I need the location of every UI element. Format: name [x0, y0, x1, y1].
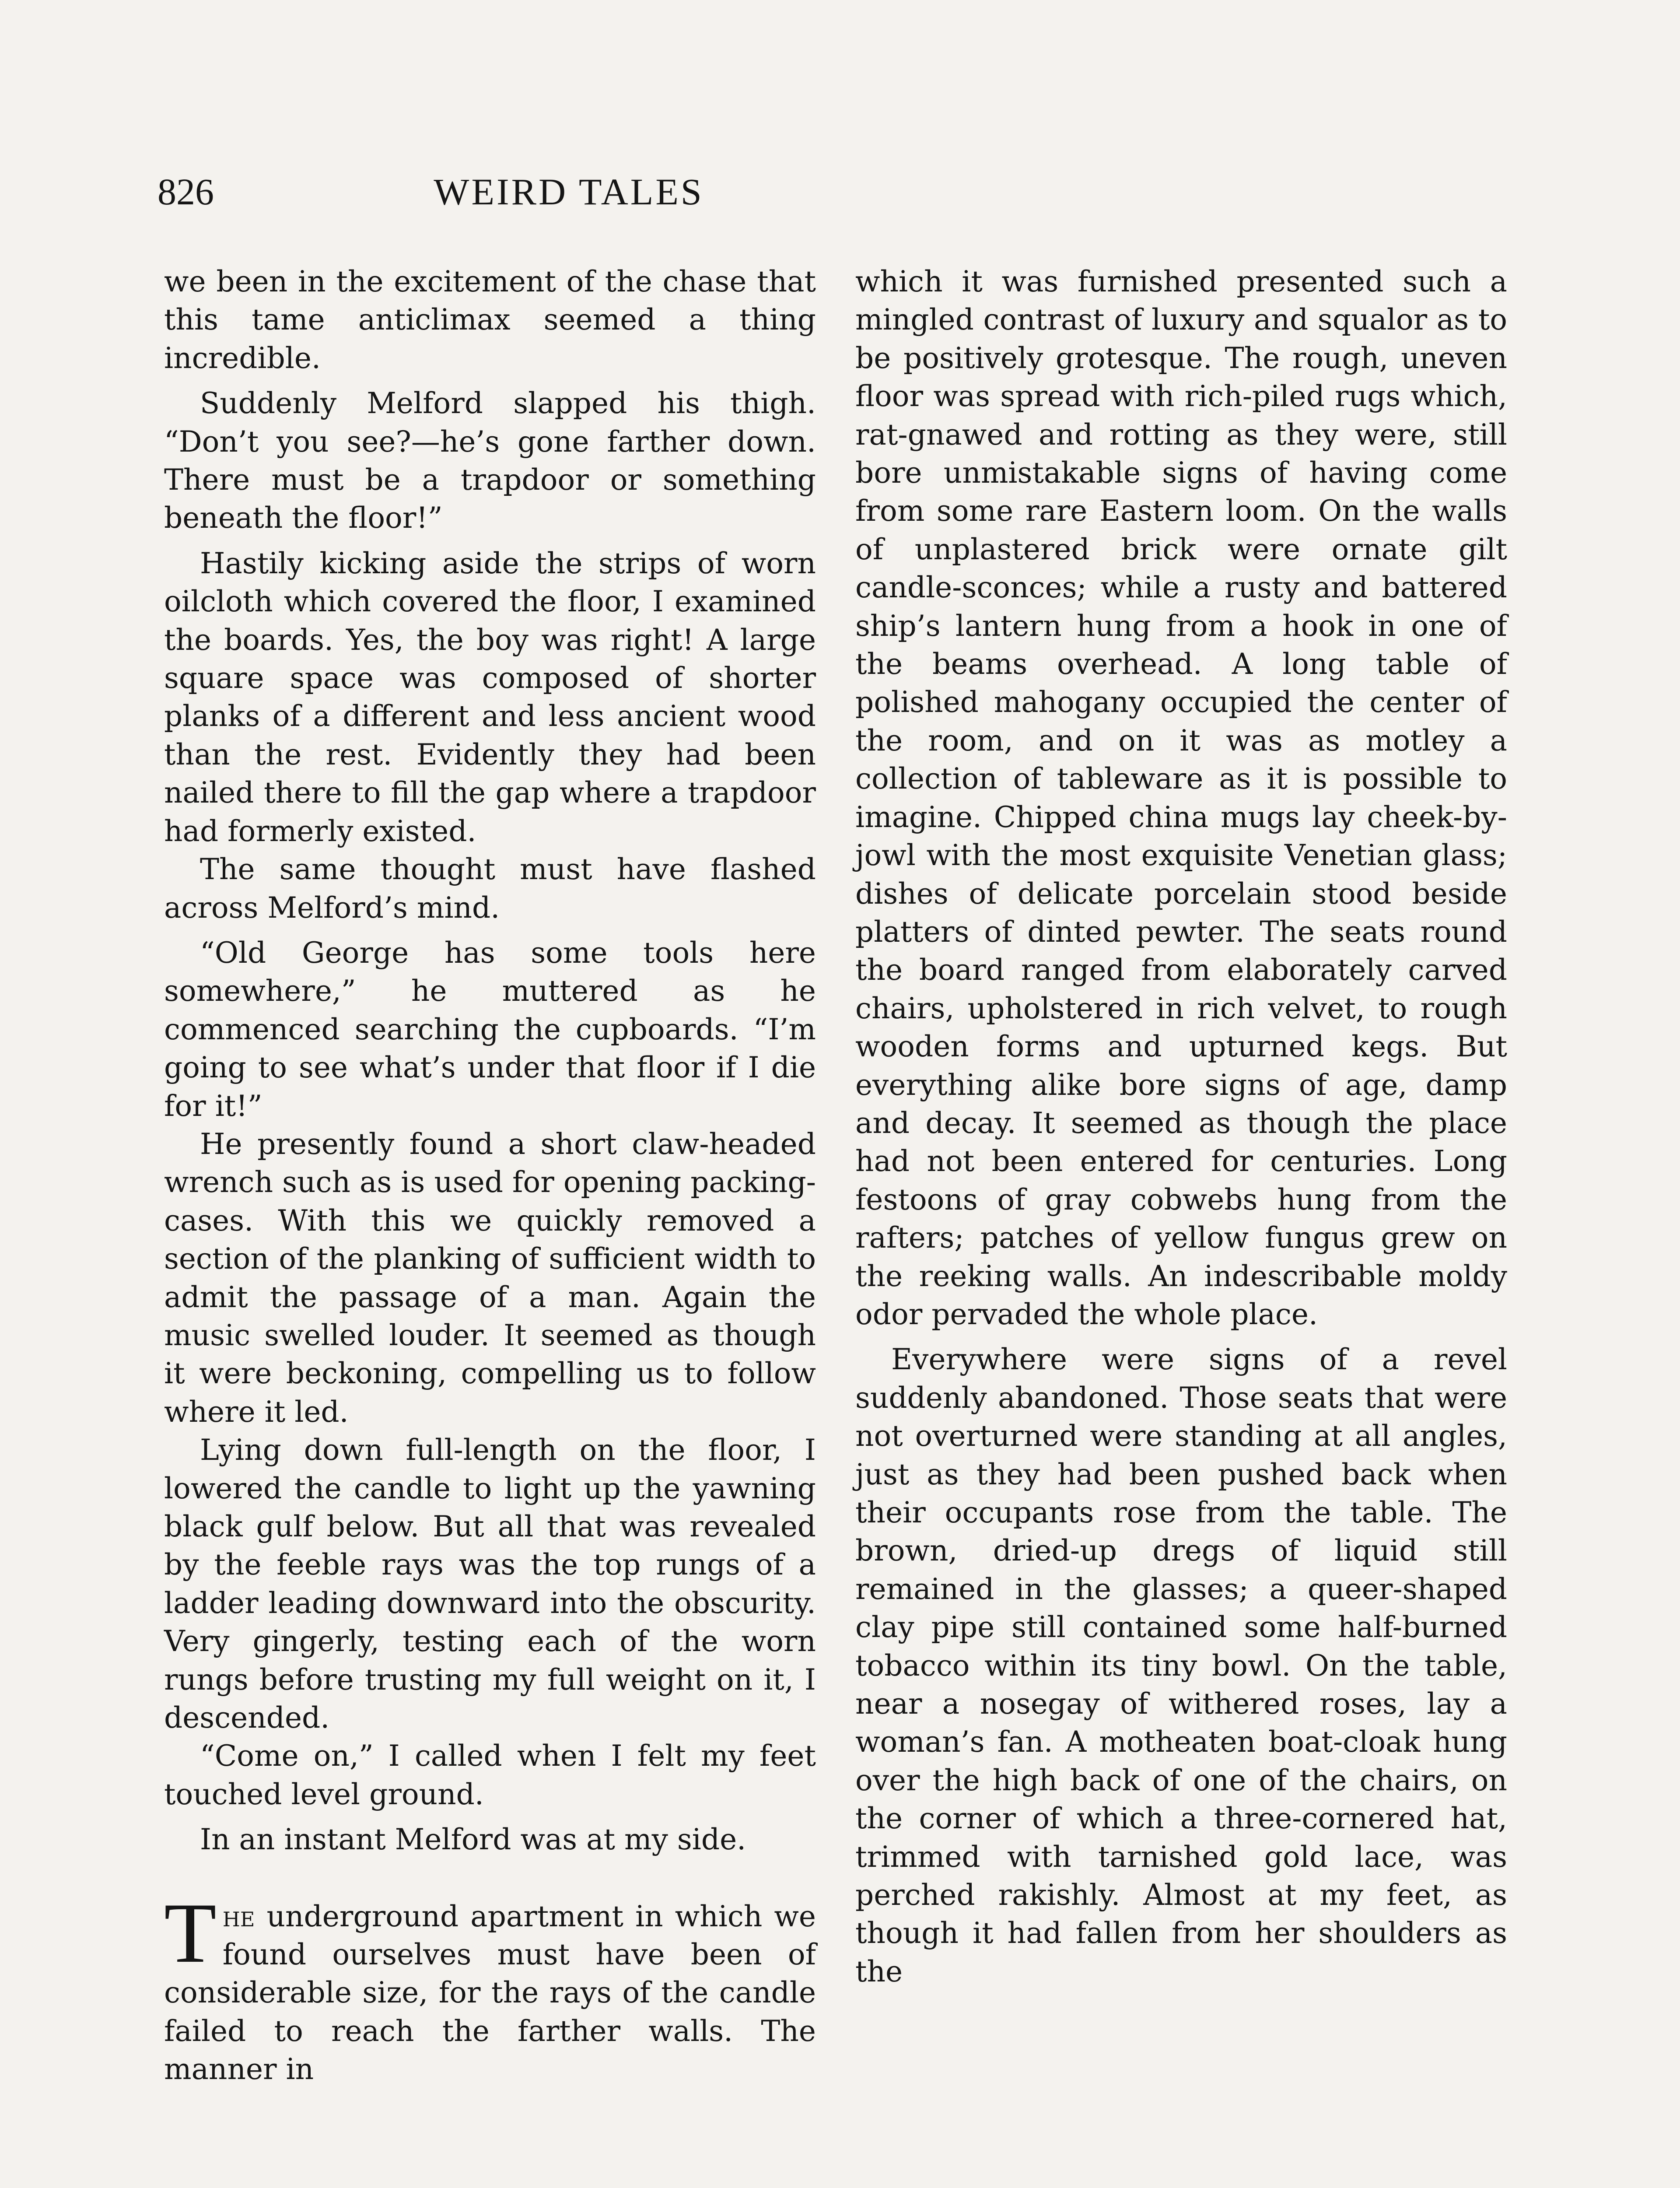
paragraph: “Old George has some tools here somewhere,” he muttered as he commenced searching the cupboards. “I’m going to see what’s under that floor if I die for it!” — [164, 936, 816, 1123]
right-column — [855, 263, 1507, 1991]
paragraph: Hastily kicking aside the strips of worn oilcloth which covered the floor, I examined the boards. Yes, the boy was right! A large square space was composed of shorter planks of a different and less ancient wood than the rest. Evidently they had been nailed there to fill the gap where a trapdoor had formerly existed. — [164, 546, 816, 848]
paragraph: Suddenly Melford slapped his thigh. “Don’t you see?—he’s gone farther down. There must be a trapdoor or something beneath the floor!” — [164, 386, 816, 535]
small-caps-lead: he — [222, 1899, 255, 1933]
paragraph: which it was furnished presented such a mingled contrast of luxury and squalor as to be positively grotesque. The rough, uneven floor was spread with rich-piled rugs which, rat-gnawed and rotting as they were, still bore unmistakable signs of having come from some rare Eastern loom. On the walls of unplastered brick were ornate gilt candle-sconces; while a rusty and battered ship’s lantern hung from a hook in one of the beams overhead. A long table of polished mahogany occupied the center of the room, and on it was as motley a collection of tableware as it is possible to imagine. Chipped china mugs lay cheek-by-jowl with the most exquisite Venetian glass; dishes of delicate porcelain stood beside platters of dinted pewter. The seats round the board ranged from elaborately carved chairs, upholstered in rich velvet, to rough wooden forms and upturned kegs. But everything alike bore signs of age, damp and decay. It seemed as though the place had not been entered for centuries. Long festoons of gray cobwebs hung from the rafters; patches of yellow fungus grew on the reeking walls. An indescribable moldy odor pervaded the whole place. — [855, 265, 1507, 1331]
section-opening-paragraph — [164, 1885, 816, 2089]
paragraph: we been in the excitement of the chase that this tame anticlimax seemed a thing incredible. — [164, 265, 816, 375]
page-header — [158, 165, 980, 218]
paragraph: “Come on,” I called when I felt my feet touched level ground. — [164, 1739, 816, 1811]
paragraph: Lying down full-length on the floor, I lowered the candle to light up the yawning black gulf below. But all that was revealed by the feeble rays was the top rungs of a ladder leading downward into the obscurity. Very gingerly, testing each of the worn rungs before trusting my full weight on it, I descended. — [164, 1433, 816, 1735]
paragraph: The same thought must have flashed across Melford’s mind. — [164, 852, 816, 925]
left-column — [164, 263, 816, 2089]
paragraph: He presently found a short claw-headed wrench such as is used for opening packing-cases. With this we quickly removed a section of the planking of sufficient width to admit the passage of a man. Again the music swelled louder. It seemed as though it were beckoning, compelling us to follow where it led. — [164, 1127, 816, 1429]
running-title: WEIRD TALES — [434, 171, 704, 213]
drop-cap: T — [164, 1885, 217, 1981]
section-text: underground apartment in which we found ourselves must have been of considerable size, for the rays of the candle failed to reach the farther walls. The manner in — [164, 1899, 816, 2086]
paragraph: In an instant Melford was at my side. — [200, 1823, 746, 1857]
paragraph: Everywhere were signs of a revel suddenly abandoned. Those seats that were not overturned were standing at all angles, just as they had been pushed back when their occupants rose from the table. The brown, dried-up dregs of liquid still remained in the glasses; a queer-shaped clay pipe still contained some half-burned tobacco within its tiny bowl. On the table, near a nosegay of withered roses, lay a woman’s fan. A motheaten boat-cloak hung over the high back of one of the chairs, on the corner of which a three-cornered hat, trimmed with tarnished gold lace, was perched rakishly. Almost at my feet, as though it had fallen from her shoulders as the — [855, 1343, 1507, 1988]
page-number: 826 — [158, 171, 214, 213]
